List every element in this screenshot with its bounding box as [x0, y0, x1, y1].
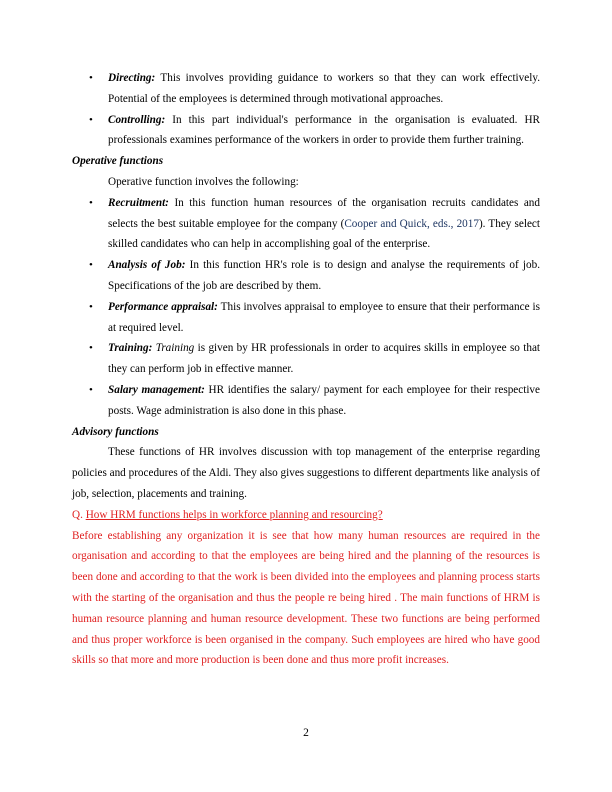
- bullet-dot-icon: •: [89, 259, 93, 272]
- bullet-dot-icon: •: [89, 300, 93, 313]
- term-controlling: Controlling:: [108, 113, 166, 126]
- term-recruitment: Recruitment:: [108, 196, 169, 209]
- document-body: [72, 68, 540, 671]
- heading-advisory-functions: Advisory functions: [72, 425, 159, 438]
- term-training: Training:: [108, 342, 153, 355]
- bullet-recruitment: [72, 193, 540, 255]
- bullet-training: [72, 338, 540, 380]
- bullet-directing: [72, 68, 540, 110]
- bullet-dot-icon: •: [89, 113, 93, 126]
- italic-training: Training: [155, 342, 195, 355]
- text-analysis-of-job: In this function HR's role is to design and analyse the requirements of job. Specifications of the job are described by them.: [108, 259, 541, 292]
- citation-cooper-quick: Cooper and Quick, eds., 2017: [344, 217, 479, 230]
- question-link[interactable]: How HRM functions helps in workforce planning and resourcing?: [85, 508, 383, 521]
- term-directing: Directing:: [108, 72, 156, 84]
- text-salary-management: HR identifies the salary/ payment for each employee for their respective posts. Wage administration is also done in this phase.: [108, 383, 540, 417]
- answer-paragraph: Before establishing any organization it is see that how many human resources are required in the organisation and according to that the employees are being hired and the planning of the resources is been done and according to that the work is been divided into the employees and planning process starts with the starting of the organisation and thus the people re being hired . The main functions of HRM is human resource planning and human resource development. These two functions are being performed and thus proper workforce is been organised in the company. Such employees are hired who have good skills so that more and more production is been done and thus more profit increases.: [72, 529, 540, 667]
- question-prefix: Q.: [72, 508, 83, 521]
- term-salary-management: Salary management:: [108, 383, 205, 396]
- text-directing: This involves providing guidance to workers so that they can work effectively. Potential of the employees is determined through motivational approaches.: [108, 72, 540, 105]
- bullet-dot-icon: •: [89, 196, 93, 209]
- bullet-performance-appraisal: [72, 297, 540, 339]
- heading-operative-functions: Operative functions: [72, 155, 164, 168]
- bullet-analysis-of-job: [72, 255, 540, 297]
- question-line: [72, 505, 540, 526]
- operative-intro: Operative function involves the following:: [108, 175, 299, 188]
- bullet-dot-icon: •: [89, 72, 93, 84]
- text-training: is given by HR professionals in order to acquires skills in employee so that they can perform job in effective manner.: [108, 342, 541, 376]
- text-recruitment-b: ). They select skilled candidates who can help in accomplishing goal of the enterprise.: [108, 217, 540, 251]
- text-performance-appraisal: This involves appraisal to employee to ensure that their performance is at required level.: [108, 300, 540, 334]
- page-number: 2: [303, 727, 309, 739]
- bullet-controlling: [72, 110, 540, 152]
- text-recruitment-a: In this function human resources of the organisation recruits candidates and selects the best suitable employee for the company (: [108, 196, 540, 230]
- advisory-text: These functions of HR involves discussion with top management of the enterprise regarding policies and procedures of the Aldi. They also gives suggestions to different departments like analysis of job, selection, placements and training.: [72, 446, 540, 500]
- bullet-dot-icon: •: [89, 342, 93, 355]
- term-performance-appraisal: Performance appraisal:: [108, 300, 218, 313]
- text-controlling: In this part individual's performance in the organisation is evaluated. HR professionals examines performance of the workers in order to provide them further training.: [108, 113, 540, 147]
- term-analysis-of-job: Analysis of Job:: [108, 259, 186, 272]
- bullet-salary-management: [72, 380, 540, 422]
- bullet-dot-icon: •: [89, 383, 93, 396]
